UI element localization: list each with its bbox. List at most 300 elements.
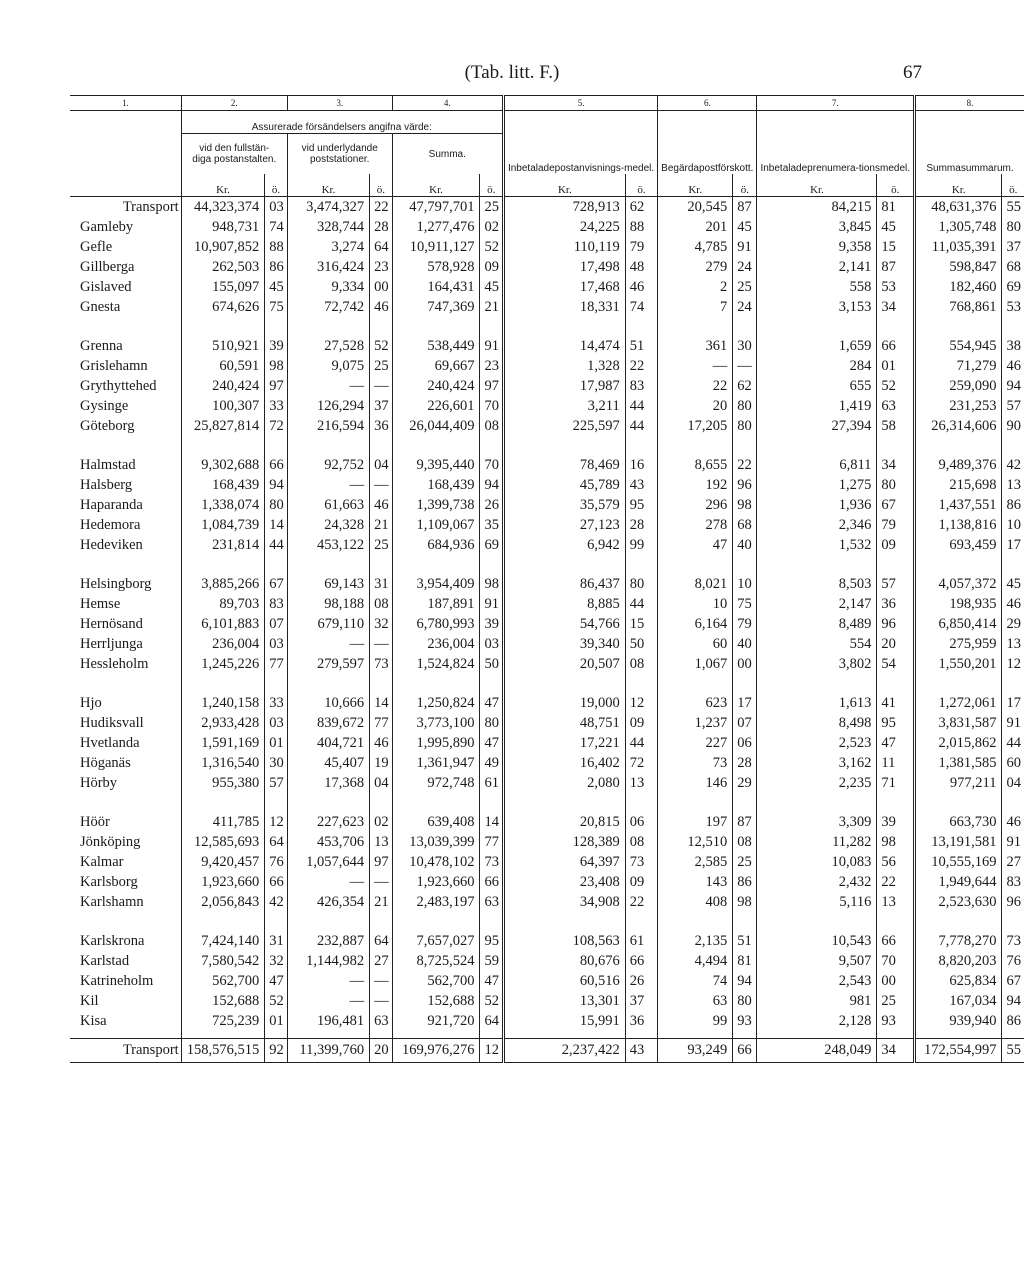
ore-cell: 86 [1002,1011,1024,1031]
kronor-cell: 655 [757,376,877,396]
ore-cell: 98 [480,574,504,594]
ore-cell: 36 [877,594,915,614]
place-name: Karlstad [80,952,130,969]
ore-cell: 91 [733,237,757,257]
ore-cell: 08 [625,832,657,852]
kronor-cell: 227,623 [287,812,369,832]
ore-cell: 13 [1002,634,1024,654]
table-row [70,812,1024,832]
ore-cell: 95 [480,931,504,951]
kronor-cell: 284 [757,356,877,376]
ore-cell: 31 [265,931,288,951]
place-name: Gysinge [80,397,129,414]
ore-cell: 66 [733,1039,757,1063]
table-row [70,495,1024,515]
kronor-cell: 143 [658,872,733,892]
place-name: Höganäs [80,754,131,771]
kronor-cell: 26,044,409 [392,416,480,436]
ore-cell: 63 [877,396,915,416]
ore-cell: 26 [480,495,504,515]
ore-cell: 52 [480,237,504,257]
place-name: Hudiksvall [80,714,144,731]
ore-cell: 60 [1002,753,1024,773]
ore-cell: 24 [733,297,757,317]
ore-cell: 21 [480,297,504,317]
kronor-cell: 86,437 [503,574,625,594]
kronor-cell: 27,528 [287,336,369,356]
ore-cell: 36 [370,416,393,436]
kronor-cell: 3,802 [757,654,877,674]
ore-cell: 48 [625,257,657,277]
kronor-cell: 20 [658,396,733,416]
ore-cell: 28 [370,217,393,237]
table-row [70,217,1024,237]
kronor-cell: 2,543 [757,971,877,991]
table-row [70,931,1024,951]
kronor-cell: 977,211 [915,773,1002,793]
kronor-cell: 3,831,587 [915,713,1002,733]
ore-cell: 72 [625,753,657,773]
ore-cell: 36 [625,1011,657,1031]
ore-cell: 83 [625,376,657,396]
ore-cell: 50 [480,654,504,674]
units-row [70,174,1024,197]
ore-cell: 96 [1002,892,1024,912]
kronor-cell: 8,885 [503,594,625,614]
kronor-cell: 554,945 [915,336,1002,356]
header-c4: Summa. [392,134,503,175]
place-name: Helsingborg [80,575,152,592]
kronor-cell: 100,307 [181,396,265,416]
ore-cell: 40 [733,535,757,555]
kronor-cell: 13,039,399 [392,832,480,852]
ore-cell: 47 [480,971,504,991]
unit-kr: Kr. [915,174,1002,197]
ore-cell: 15 [625,614,657,634]
kronor-cell: 240,424 [392,376,480,396]
ore-cell: 70 [877,951,915,971]
ore-cell: 44 [265,535,288,555]
ore-cell: 45 [733,217,757,237]
ore-cell: 06 [733,733,757,753]
ore-cell: 57 [265,773,288,793]
kronor-cell: 231,253 [915,396,1002,416]
kronor-cell: 1,437,551 [915,495,1002,515]
table-row [70,1011,1024,1031]
place-name: Hörby [80,774,118,791]
kronor-cell: 80,676 [503,951,625,971]
ore-cell: 07 [733,713,757,733]
kronor-cell: 110,119 [503,237,625,257]
kronor-cell: 3,153 [757,297,877,317]
kronor-cell: 674,626 [181,297,265,317]
kronor-cell: 54,766 [503,614,625,634]
ore-cell: 25 [733,852,757,872]
kronor-cell: 4,057,372 [915,574,1002,594]
kronor-cell: 2,015,862 [915,733,1002,753]
kronor-cell: 48,631,376 [915,197,1002,218]
kronor-cell: 93,249 [658,1039,733,1063]
kronor-cell: — [287,634,369,654]
kronor-cell: 1,613 [757,693,877,713]
kronor-cell: 558 [757,277,877,297]
ore-cell: 59 [480,951,504,971]
ore-cell: 30 [265,753,288,773]
ore-cell: 17 [733,693,757,713]
ore-cell: 79 [733,614,757,634]
table-row [70,892,1024,912]
ore-cell: 22 [625,356,657,376]
ore-cell: 51 [625,336,657,356]
ore-cell: 67 [265,574,288,594]
ore-cell: 47 [877,733,915,753]
kronor-cell: 1,659 [757,336,877,356]
kronor-cell: 6,942 [503,535,625,555]
kronor-cell: 639,408 [392,812,480,832]
kronor-cell: 240,424 [181,376,265,396]
kronor-cell: 7 [658,297,733,317]
ore-cell: 86 [733,872,757,892]
ore-cell: 49 [480,753,504,773]
ore-cell: 08 [625,654,657,674]
kronor-cell: 128,389 [503,832,625,852]
ore-cell: 20 [877,634,915,654]
ore-cell: 88 [265,237,288,257]
kronor-cell: 17,221 [503,733,625,753]
ore-cell: — [370,872,393,892]
kronor-cell: 89,703 [181,594,265,614]
kronor-cell: 60 [658,634,733,654]
kronor-cell: — [287,971,369,991]
ore-cell: 57 [1002,396,1024,416]
kronor-cell: 981 [757,991,877,1011]
kronor-cell: 12,510 [658,832,733,852]
kronor-cell: 1,550,201 [915,654,1002,674]
ore-cell: 66 [265,455,288,475]
kronor-cell: 2,346 [757,515,877,535]
kronor-cell: 236,004 [181,634,265,654]
kronor-cell: 201 [658,217,733,237]
kronor-cell: 955,380 [181,773,265,793]
row-gap [70,555,1024,574]
ore-cell: 28 [625,515,657,535]
kronor-cell: — [287,991,369,1011]
kronor-cell: 168,439 [181,475,265,495]
ore-cell: 37 [1002,237,1024,257]
kronor-cell: 6,164 [658,614,733,634]
ore-cell: 16 [625,455,657,475]
kronor-cell: 3,474,327 [287,197,369,218]
ore-cell: 39 [480,614,504,634]
unit-kr: Kr. [503,174,625,197]
kronor-cell: 2,235 [757,773,877,793]
unit-ore: ö. [480,174,504,197]
ore-cell: 98 [733,892,757,912]
kronor-cell: 939,940 [915,1011,1002,1031]
kronor-cell: 361 [658,336,733,356]
ore-cell: 64 [370,931,393,951]
kronor-cell: 248,049 [757,1039,877,1063]
table-row [70,297,1024,317]
ore-cell: 04 [370,773,393,793]
place-name: Göteborg [80,417,135,434]
ore-cell: 33 [265,396,288,416]
ore-cell: 37 [625,991,657,1011]
kronor-cell: 278 [658,515,733,535]
ore-cell: 23 [480,356,504,376]
kronor-cell: 34,908 [503,892,625,912]
ore-cell: 47 [480,733,504,753]
ore-cell: 34 [877,297,915,317]
ore-cell: 47 [265,971,288,991]
ore-cell: 33 [265,693,288,713]
unit-kr: Kr. [181,174,265,197]
kronor-cell: 839,672 [287,713,369,733]
place-name: Transport [70,1039,181,1063]
place-name: Hvetlanda [80,734,140,751]
ore-cell: 45 [480,277,504,297]
ore-cell: 29 [733,773,757,793]
column-number: 7. [757,96,915,111]
ore-cell: 17 [1002,535,1024,555]
kronor-cell: 2,135 [658,931,733,951]
ore-cell: 12 [480,1039,504,1063]
place-name: Grislehamn [80,357,148,374]
ore-cell: 95 [625,495,657,515]
ore-cell: 64 [265,832,288,852]
kronor-cell: 99 [658,1011,733,1031]
ore-cell: 79 [625,237,657,257]
ore-cell: 32 [265,951,288,971]
place-name: Gislaved [80,278,132,295]
place-name: Karlskrona [80,932,145,949]
kronor-cell: 679,110 [287,614,369,634]
ore-cell: 63 [480,892,504,912]
kronor-cell: 6,850,414 [915,614,1002,634]
ore-cell: 26 [625,971,657,991]
table-row [70,336,1024,356]
column-number: 5. [503,96,657,111]
ore-cell: 42 [1002,455,1024,475]
kronor-cell: 426,354 [287,892,369,912]
kronor-cell: 74 [658,971,733,991]
place-name: Höör [80,813,110,830]
kronor-cell: — [658,356,733,376]
kronor-cell: 44,323,374 [181,197,265,218]
statistics-table [70,95,1024,1063]
kronor-cell: 3,773,100 [392,713,480,733]
kronor-cell: 2,585 [658,852,733,872]
ore-cell: 22 [877,872,915,892]
ore-cell: 74 [625,297,657,317]
kronor-cell: 1,109,067 [392,515,480,535]
ore-cell: 68 [733,515,757,535]
kronor-cell: 11,399,760 [287,1039,369,1063]
kronor-cell: 411,785 [181,812,265,832]
kronor-cell: 8,503 [757,574,877,594]
unit-ore: ö. [370,174,393,197]
kronor-cell: 2,523,630 [915,892,1002,912]
ore-cell: 68 [1002,257,1024,277]
kronor-cell: 10,555,169 [915,852,1002,872]
kronor-cell: 1,995,890 [392,733,480,753]
ore-cell: 75 [265,297,288,317]
place-name: Kisa [80,1012,107,1029]
place-name: Gamleby [80,218,134,235]
ore-cell: 79 [877,515,915,535]
ore-cell: 03 [265,713,288,733]
ore-cell: 76 [1002,951,1024,971]
kronor-cell: 146 [658,773,733,793]
unit-ore: ö. [877,174,915,197]
ore-cell: 61 [625,931,657,951]
kronor-cell: 1,240,158 [181,693,265,713]
kronor-cell: 259,090 [915,376,1002,396]
place-name: Karlsborg [80,873,138,890]
ore-cell: 91 [1002,713,1024,733]
kronor-cell: 693,459 [915,535,1002,555]
ore-cell: 44 [625,396,657,416]
kronor-cell: 63 [658,991,733,1011]
place-name: Katrineholm [80,972,154,989]
kronor-cell: 3,954,409 [392,574,480,594]
kronor-cell: 17,205 [658,416,733,436]
table-row [70,693,1024,713]
column-number: 6. [658,96,757,111]
unit-kr: Kr. [392,174,480,197]
kronor-cell: 9,358 [757,237,877,257]
row-gap [70,317,1024,336]
ore-cell: 01 [877,356,915,376]
ore-cell: 31 [370,574,393,594]
kronor-cell: 10,666 [287,693,369,713]
ore-cell: 19 [370,753,393,773]
kronor-cell: 1,057,644 [287,852,369,872]
table-row [70,277,1024,297]
ore-cell: 44 [625,416,657,436]
kronor-cell: 10,543 [757,931,877,951]
place-name: Grythyttehed [80,377,157,394]
ore-cell: 00 [877,971,915,991]
kronor-cell: 408 [658,892,733,912]
ore-cell: 86 [265,257,288,277]
kronor-cell: 2,056,843 [181,892,265,912]
header-c3: vid underlydande poststationer. [287,134,392,175]
kronor-cell: 768,861 [915,297,1002,317]
kronor-cell: 7,424,140 [181,931,265,951]
page-header-title: (Tab. litt. F.) [464,62,560,83]
ore-cell: 25 [480,197,504,218]
kronor-cell: 45,789 [503,475,625,495]
kronor-cell: 158,576,515 [181,1039,265,1063]
ore-cell: 97 [480,376,504,396]
ore-cell: 14 [265,515,288,535]
table-row [70,872,1024,892]
kronor-cell: 623 [658,693,733,713]
kronor-cell: 108,563 [503,931,625,951]
ore-cell: 73 [370,654,393,674]
kronor-cell: 1,277,476 [392,217,480,237]
place-name: Hjo [80,694,102,711]
unit-ore: ö. [625,174,657,197]
kronor-cell: 126,294 [287,396,369,416]
kronor-cell: 10,907,852 [181,237,265,257]
ore-cell: 94 [733,971,757,991]
kronor-cell: 2,933,428 [181,713,265,733]
place-name: Kil [80,992,99,1009]
kronor-cell: 972,748 [392,773,480,793]
ore-cell: 81 [877,197,915,218]
ore-cell: 13 [370,832,393,852]
kronor-cell: 2,523 [757,733,877,753]
kronor-cell: 73 [658,753,733,773]
ore-cell: 53 [1002,297,1024,317]
table-row [70,614,1024,634]
kronor-cell: 71,279 [915,356,1002,376]
row-gap [70,674,1024,693]
place-name: Transport [122,198,179,215]
ore-cell: 91 [1002,832,1024,852]
kronor-cell: 6,101,883 [181,614,265,634]
ore-cell: 61 [480,773,504,793]
kronor-cell: 14,474 [503,336,625,356]
kronor-cell: 1,524,824 [392,654,480,674]
kronor-cell: 510,921 [181,336,265,356]
kronor-cell: 9,395,440 [392,455,480,475]
ore-cell: 86 [1002,495,1024,515]
ore-cell: 98 [733,495,757,515]
kronor-cell: 8,021 [658,574,733,594]
kronor-cell: 1,272,061 [915,693,1002,713]
ore-cell: 11 [877,753,915,773]
ore-cell: 62 [733,376,757,396]
kronor-cell: 226,601 [392,396,480,416]
kronor-cell: 3,845 [757,217,877,237]
kronor-cell: 232,887 [287,931,369,951]
kronor-cell: 47,797,701 [392,197,480,218]
table-row [70,257,1024,277]
ore-cell: 81 [733,951,757,971]
ore-cell: 04 [370,455,393,475]
ore-cell: 52 [265,991,288,1011]
kronor-cell: 11,282 [757,832,877,852]
kronor-cell: 197 [658,812,733,832]
ore-cell: 87 [877,257,915,277]
kronor-cell: 168,439 [392,475,480,495]
table-row [70,356,1024,376]
place-name: Hernösand [80,615,143,632]
ore-cell: 77 [265,654,288,674]
ore-cell: 00 [370,277,393,297]
kronor-cell: 11,035,391 [915,237,1002,257]
ore-cell: 95 [877,713,915,733]
ore-cell: 73 [1002,931,1024,951]
ore-cell: 94 [480,475,504,495]
ore-cell: 77 [480,832,504,852]
table-row [70,197,1024,218]
header-c6: Begärdapostförskott. [658,111,757,175]
ore-cell: 13 [1002,475,1024,495]
ore-cell: 66 [625,951,657,971]
kronor-cell: 9,075 [287,356,369,376]
unit-kr: Kr. [287,174,369,197]
kronor-cell: 921,720 [392,1011,480,1031]
table-row [70,971,1024,991]
ore-cell: 74 [265,217,288,237]
ore-cell: 96 [733,475,757,495]
kronor-cell: 78,469 [503,455,625,475]
place-name: Hessleholm [80,655,149,672]
